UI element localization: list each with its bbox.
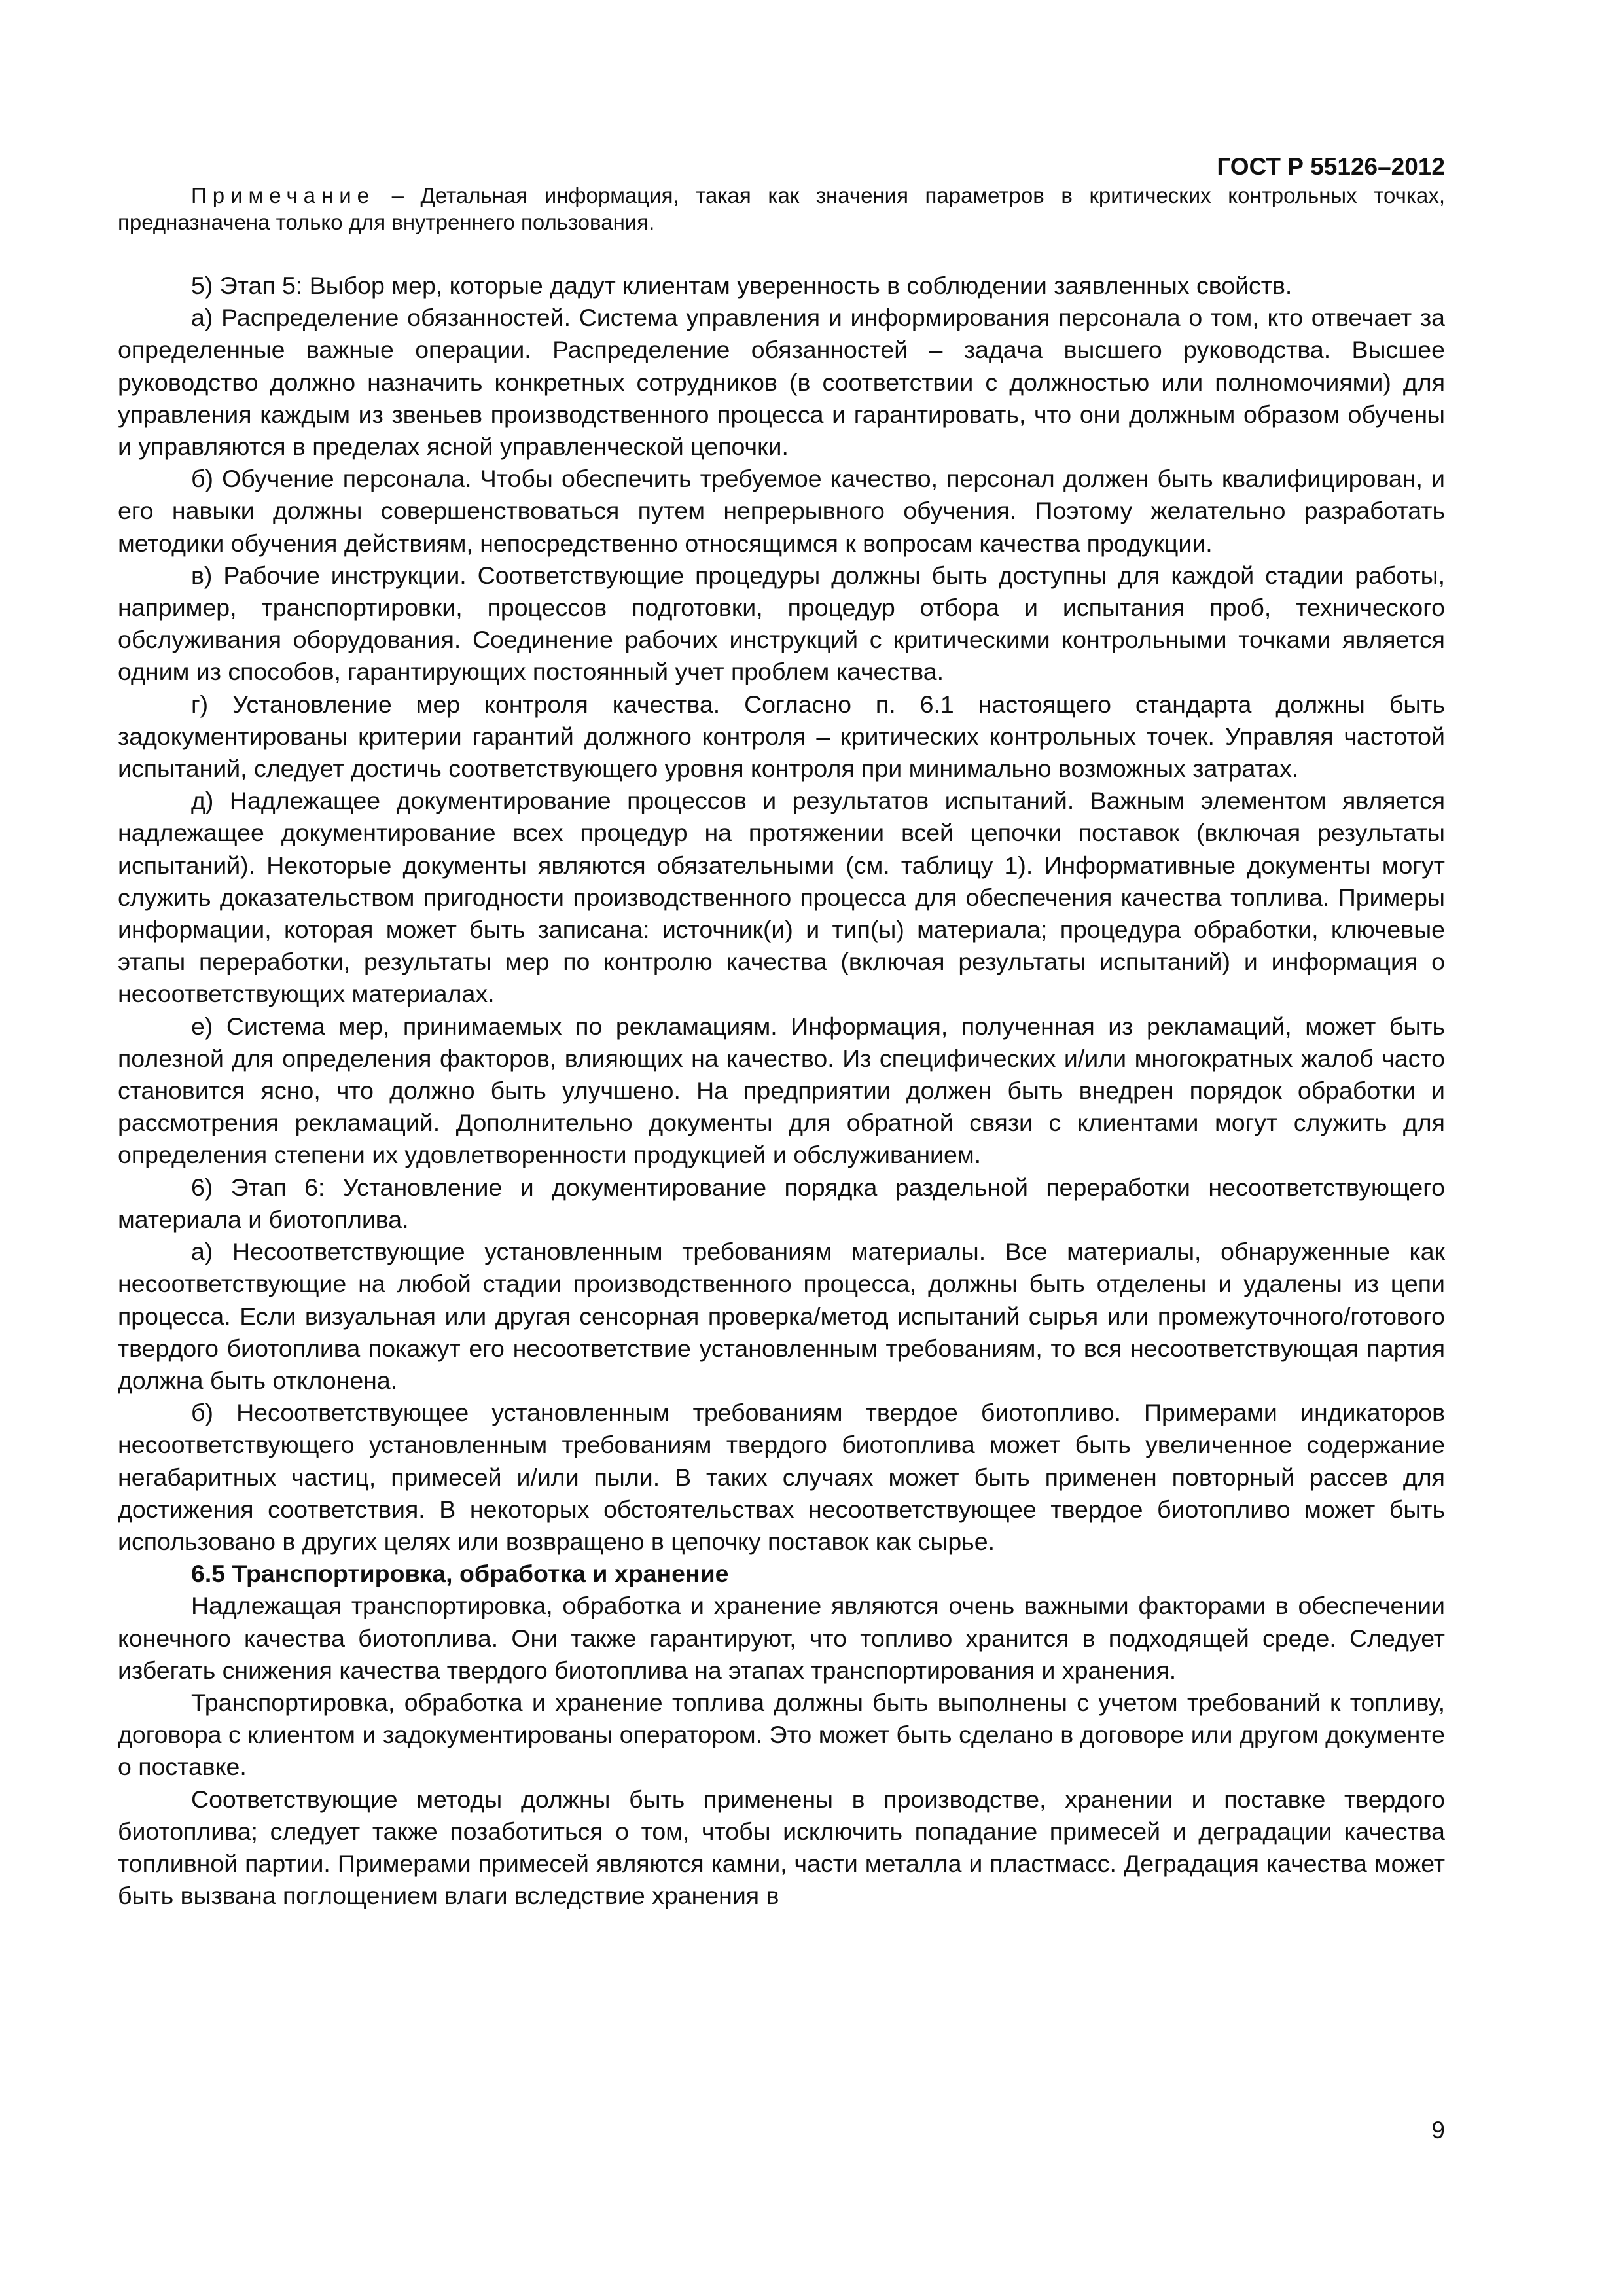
- note-prefix: Примечание: [191, 183, 376, 207]
- paragraph-nonconforming-materials: а) Несоответствующие установленным требованиям материалы. Все материалы, обнаруженные как несоответствующие на любой стадии производственного процесса, должны быть отделены и удалены из цепи процесса. Если визуальная или другая сенсорная проверка/метод испытаний сырья или промежуточного/готового твердого биотоплива покажут его несоответствие установленным требованиям, то вся несоответствующая партия должна быть отклонена.: [118, 1238, 1445, 1394]
- document-page: [118, 152, 1445, 1912]
- section-paragraph: Транспортировка, обработка и хранение топлива должны быть выполнены с учетом требований к топливу, договора с клиентом и задокументированы оператором. Это может быть сделано в договоре или другом документе о поставке.: [118, 1688, 1445, 1781]
- paragraph-step6: 6) Этап 6: Установление и документирование порядка раздельной переработки несоответствующего материала и биотоплива.: [118, 1173, 1445, 1233]
- page-number: 9: [1431, 2117, 1445, 2144]
- note-text: – Детальная информация, такая как значения параметров в критических контрольных точках, предназначена только для внутреннего пользования.: [118, 183, 1445, 234]
- paragraph-documentation: д) Надлежащее документирование процессов и результатов испытаний. Важным элементом является надлежащее документирование всех процедур на протяжении всей цепочки поставок (включая результаты испытаний). Некоторые документы являются обязательными (см. таблицу 1). Информативные документы могут служить доказательством пригодности производственного процесса для обеспечения качества топлива. Примеры информации, которая может быть записана: источник(и) и тип(ы) материала; процедура обработки, ключевые этапы переработки, результаты мер по контролю качества (включая результаты испытаний) и информация о несоответствующих материалах.: [118, 787, 1445, 1008]
- section-paragraph: Соответствующие методы должны быть применены в производстве, хранении и поставке твердого биотоплива; следует также позаботиться о том, чтобы исключить попадание примесей и деградации качества топливной партии. Примерами примесей являются камни, части металла и пластмасс. Деградация качества может быть вызвана поглощением влаги вследствие хранения в: [118, 1785, 1445, 1910]
- paragraph-training: б) Обучение персонала. Чтобы обеспечить требуемое качество, персонал должен быть квалифицирован, и его навыки должны совершенствоваться путем непрерывного обучения. Поэтому желательно разработать методики обучения действиям, непосредственно относящимся к вопросам качества продукции.: [118, 465, 1445, 557]
- paragraph-responsibilities: а) Распределение обязанностей. Система управления и информирования персонала о том, кто отвечает за определенные важные операции. Распределение обязанностей – задача высшего руководства. Высшее руководство должно назначить конкретных сотрудников (в соответствии с должностью или полномочиями) для управления каждым из звеньев производственного процесса и гарантировать, что они должным образом обучены и управляются в пределах ясной управленческой цепочки.: [118, 304, 1445, 461]
- section-heading: 6.5 Транспортировка, обработка и хранение: [191, 1560, 729, 1588]
- standard-header: ГОСТ Р 55126–2012: [1217, 153, 1445, 180]
- spacer: [118, 236, 1445, 270]
- paragraph-complaints: е) Система мер, принимаемых по рекламациям. Информация, полученная из рекламаций, может быть полезной для определения факторов, влияющих на качество. Из специфических и/или многократных жалоб часто становится ясно, что должно быть улучшено. На предприятии должен быть внедрен порядок обработки и рассмотрения рекламаций. Дополнительно документы для обратной связи с клиентами могут служить для определения степени их удовлетворенности продукцией и обслуживанием.: [118, 1012, 1445, 1169]
- paragraph-quality-control: г) Установление мер контроля качества. Согласно п. 6.1 настоящего стандарта должны быть задокументированы критерии гарантий должного контроля – критических контрольных точек. Управляя частотой испытаний, следует достичь соответствующего уровня контроля при минимально возможных затратах.: [118, 690, 1445, 783]
- section-paragraph: Надлежащая транспортировка, обработка и хранение являются очень важными факторами в обеспечении конечного качества биотоплива. Они также гарантируют, что топливо хранится в подходящей среде. Следует избегать снижения качества твердого биотоплива на этапах транспортирования и хранения.: [118, 1592, 1445, 1684]
- note: [118, 182, 1445, 236]
- paragraph-instructions: в) Рабочие инструкции. Соответствующие процедуры должны быть доступны для каждой стадии работы, например, транспортировки, процессов подготовки, процедур отбора и испытания проб, технического обслуживания оборудования. Соединение рабочих инструкций с критическими контрольными точками является одним из способов, гарантирующих постоянный учет проблем качества.: [118, 561, 1445, 686]
- paragraph-nonconforming-biofuel: б) Несоответствующее установленным требованиям твердое биотопливо. Примерами индикаторов несоответствующего установленным требованиям твердого биотоплива может быть увеличенное содержание негабаритных частиц, примесей и/или пыли. В таких случаях может быть применен повторный рассев для достижения соответствия. В некоторых обстоятельствах несоответствующее твердое биотопливо может быть использовано в других целях или возвращено в цепочку поставок как сырье.: [118, 1399, 1445, 1555]
- paragraph-step5: 5) Этап 5: Выбор мер, которые дадут клиентам уверенность в соблюдении заявленных свойств.: [191, 272, 1293, 299]
